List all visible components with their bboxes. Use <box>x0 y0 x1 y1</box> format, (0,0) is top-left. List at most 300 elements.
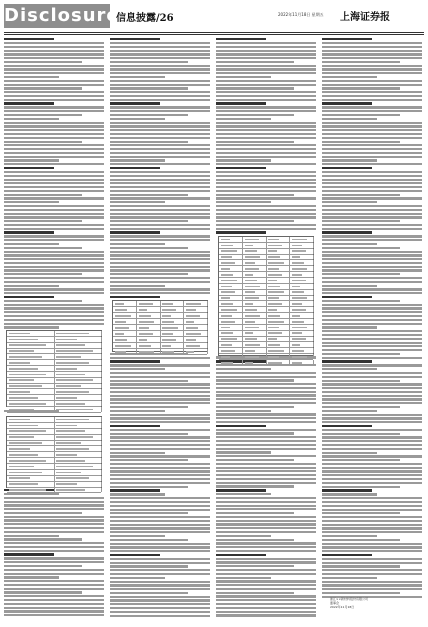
text-line <box>322 42 422 44</box>
text-line <box>322 565 400 567</box>
cell-text <box>56 391 89 393</box>
text-line <box>216 478 316 480</box>
text-line <box>322 46 422 48</box>
text-line <box>322 323 422 325</box>
text-line <box>4 179 104 181</box>
cell-text <box>268 338 277 340</box>
cell-text <box>162 351 174 353</box>
board-name: 董事会 <box>330 601 340 605</box>
cell-text <box>56 425 77 427</box>
cell-text <box>56 339 77 341</box>
text-line <box>322 72 422 74</box>
text-line <box>110 228 210 230</box>
text-line <box>322 91 422 93</box>
cell-text <box>115 327 129 329</box>
cell-text <box>221 256 232 258</box>
text-line <box>4 300 82 302</box>
text-line <box>110 50 210 52</box>
text-line <box>110 152 210 154</box>
text-line <box>110 46 210 48</box>
table-cell <box>137 301 161 306</box>
table-cell <box>243 319 267 324</box>
cell-text <box>221 291 235 293</box>
text-line <box>110 425 160 427</box>
text-line <box>322 216 422 218</box>
text-line <box>322 110 422 112</box>
text-line <box>322 50 422 52</box>
text-line <box>4 501 104 503</box>
text-line <box>110 505 210 507</box>
table-row <box>219 360 313 366</box>
table-cell <box>266 278 290 283</box>
table-cell <box>290 342 314 347</box>
text-line <box>110 114 188 116</box>
cell-text <box>292 262 304 264</box>
text-line <box>110 493 165 495</box>
text-line <box>4 561 104 563</box>
cell-text <box>9 489 46 491</box>
text-line <box>216 463 316 465</box>
text-line <box>322 53 422 55</box>
text-line <box>322 87 400 89</box>
cell-text <box>268 274 282 276</box>
text-line <box>322 144 422 146</box>
text-line <box>110 194 188 196</box>
text-line <box>4 80 104 82</box>
text-line <box>216 137 316 139</box>
cell-text <box>9 460 46 462</box>
text-line <box>322 156 422 158</box>
cell-text <box>56 409 93 411</box>
table-cell <box>137 331 161 336</box>
text-line <box>322 364 422 366</box>
table-cell <box>266 249 290 254</box>
table-cell <box>7 389 55 394</box>
text-line <box>322 338 422 340</box>
text-line <box>322 509 422 511</box>
text-line <box>322 592 400 594</box>
text-line <box>110 402 210 404</box>
text-line <box>216 102 266 104</box>
text-line <box>322 266 422 268</box>
text-line <box>4 144 104 146</box>
text-line <box>110 224 210 226</box>
text-line <box>4 53 104 55</box>
text-line <box>322 588 422 590</box>
table-cell <box>266 260 290 265</box>
cell-text <box>9 350 34 352</box>
text-line <box>216 99 316 101</box>
text-line <box>4 220 82 222</box>
text-line <box>322 205 422 207</box>
column-4-text <box>322 38 422 618</box>
text-line <box>4 216 104 218</box>
table-row <box>7 407 101 413</box>
text-line <box>4 315 104 317</box>
text-line <box>110 562 210 564</box>
text-line <box>110 84 210 86</box>
text-line <box>216 421 316 423</box>
text-line <box>4 114 82 116</box>
cell-text <box>115 345 131 347</box>
text-line <box>322 99 422 101</box>
text-line <box>322 269 422 271</box>
text-line <box>322 129 422 131</box>
text-line <box>322 398 422 400</box>
text-line <box>110 376 210 378</box>
cell-text <box>139 327 150 329</box>
text-line <box>322 243 377 245</box>
text-line <box>322 436 422 438</box>
text-line <box>216 607 316 609</box>
text-line <box>4 557 104 559</box>
text-line <box>322 61 400 63</box>
cell-text <box>221 239 230 241</box>
table-cell <box>266 296 290 301</box>
text-line <box>4 148 104 150</box>
table-cell <box>7 407 55 412</box>
text-line <box>4 538 82 540</box>
table-cell <box>54 452 102 457</box>
cell-text <box>139 315 151 317</box>
table-cell <box>54 372 102 377</box>
text-line <box>216 501 316 503</box>
table-cell <box>219 237 243 242</box>
table-cell <box>290 319 314 324</box>
text-line <box>322 474 422 476</box>
cell-text <box>268 350 284 352</box>
text-line <box>110 102 160 104</box>
cell-text <box>56 460 85 462</box>
table-cell <box>7 395 55 400</box>
text-line <box>110 470 210 472</box>
text-line <box>322 433 400 435</box>
table-cell <box>160 343 184 348</box>
text-line <box>110 372 210 374</box>
table-cell <box>290 360 314 365</box>
text-line <box>216 129 316 131</box>
cell-text <box>9 448 30 450</box>
text-line <box>110 137 210 139</box>
text-line <box>4 129 104 131</box>
text-line <box>322 501 422 503</box>
text-line <box>4 584 104 586</box>
text-line <box>110 72 210 74</box>
text-line <box>110 99 210 101</box>
text-line <box>216 68 316 70</box>
cell-text <box>268 321 284 323</box>
text-line <box>110 159 165 161</box>
text-line <box>322 512 400 514</box>
text-line <box>322 562 422 564</box>
text-line <box>322 102 372 104</box>
table-cell <box>219 307 243 312</box>
text-line <box>110 406 188 408</box>
text-line <box>216 573 316 575</box>
text-line <box>110 163 210 165</box>
table-cell <box>290 325 314 330</box>
text-line <box>110 611 210 613</box>
page-header <box>0 0 428 36</box>
cell-text <box>268 356 279 358</box>
text-line <box>322 463 422 465</box>
cell-text <box>56 454 77 456</box>
text-line <box>4 588 104 590</box>
table-cell <box>266 348 290 353</box>
text-line <box>110 391 210 393</box>
table-cell <box>219 342 243 347</box>
text-line <box>322 220 400 222</box>
text-line <box>216 580 316 582</box>
cell-text <box>9 430 46 432</box>
cell-text <box>186 327 198 329</box>
text-line <box>110 558 210 560</box>
text-line <box>322 38 372 40</box>
table-cell <box>7 349 55 354</box>
text-line <box>110 421 210 423</box>
data-table <box>218 236 314 356</box>
text-line <box>216 611 316 613</box>
cell-text <box>186 333 202 335</box>
text-line <box>322 395 422 397</box>
text-line <box>322 68 422 70</box>
table-cell <box>243 243 267 248</box>
cell-text <box>268 327 279 329</box>
cell-text <box>9 391 30 393</box>
text-line <box>322 152 422 154</box>
table-cell <box>7 435 55 440</box>
cell-text <box>139 321 155 323</box>
table-cell <box>266 307 290 312</box>
text-line <box>110 516 210 518</box>
newspaper-name: 上海证券报 <box>340 12 390 23</box>
text-line <box>322 159 377 161</box>
table-cell <box>290 249 314 254</box>
text-line <box>4 87 82 89</box>
text-line <box>216 569 316 571</box>
text-line <box>110 57 210 59</box>
text-line <box>4 141 82 143</box>
text-line <box>322 482 422 484</box>
text-line <box>110 398 210 400</box>
text-line <box>216 584 316 586</box>
table-cell <box>219 313 243 318</box>
text-line <box>4 307 104 309</box>
text-line <box>322 421 422 423</box>
text-line <box>216 482 316 484</box>
text-line <box>110 38 160 40</box>
text-line <box>322 175 422 177</box>
table-cell <box>54 401 102 406</box>
text-line <box>216 485 294 487</box>
text-line <box>322 133 422 135</box>
table-cell <box>243 342 267 347</box>
table-cell <box>7 360 55 365</box>
text-line <box>4 535 59 537</box>
text-line <box>4 285 59 287</box>
table-cell <box>290 284 314 289</box>
text-line <box>322 258 422 260</box>
text-line <box>216 179 316 181</box>
text-line <box>322 167 372 169</box>
cell-text <box>221 268 230 270</box>
text-line <box>110 148 210 150</box>
text-line <box>110 592 188 594</box>
cell-text <box>56 368 77 370</box>
table-cell <box>290 354 314 359</box>
cell-text <box>115 351 126 353</box>
signature-date: 2022年11月18日 <box>330 605 355 609</box>
table-cell <box>54 482 102 487</box>
text-line <box>216 425 266 427</box>
text-line <box>4 266 104 268</box>
text-line <box>216 87 294 89</box>
cell-text <box>56 333 89 335</box>
table-cell <box>243 255 267 260</box>
cell-text <box>245 327 259 329</box>
text-line <box>322 179 422 181</box>
text-line <box>110 266 210 268</box>
text-line <box>110 167 160 169</box>
cell-text <box>139 303 153 305</box>
cell-text <box>56 442 81 444</box>
cell-text <box>56 448 89 450</box>
text-line <box>322 569 422 571</box>
text-line <box>4 110 104 112</box>
table-cell <box>219 266 243 271</box>
text-line <box>110 171 210 173</box>
text-line <box>110 285 165 287</box>
cell-text <box>292 286 301 288</box>
text-line <box>216 417 316 419</box>
text-line <box>4 156 104 158</box>
table-cell <box>7 366 55 371</box>
cell-text <box>186 339 197 341</box>
cell-text <box>292 327 308 329</box>
text-line <box>4 504 104 506</box>
text-line <box>322 380 400 382</box>
text-line <box>4 296 54 298</box>
cell-text <box>221 350 235 352</box>
text-line <box>322 543 422 545</box>
text-line <box>110 357 210 359</box>
text-line <box>110 607 210 609</box>
cell-text <box>292 256 301 258</box>
text-line <box>216 448 316 450</box>
text-line <box>216 546 316 548</box>
cell-text <box>56 397 77 399</box>
section-title: 信息披露/26 <box>116 13 174 24</box>
text-line <box>4 531 104 533</box>
text-line <box>216 80 316 82</box>
text-line <box>322 262 422 264</box>
table-cell <box>7 343 55 348</box>
table-cell <box>290 307 314 312</box>
table-cell <box>160 313 184 318</box>
cell-text <box>245 250 257 252</box>
text-line <box>110 380 188 382</box>
table-cell <box>266 290 290 295</box>
table-cell <box>184 307 208 312</box>
cell-text <box>139 351 155 353</box>
text-line <box>216 470 316 472</box>
text-line <box>4 542 104 544</box>
cell-text <box>9 419 30 421</box>
text-line <box>110 596 210 598</box>
text-line <box>4 580 104 582</box>
cell-text <box>292 356 308 358</box>
table-cell <box>219 243 243 248</box>
text-line <box>216 61 294 63</box>
text-line <box>322 84 422 86</box>
text-line <box>110 410 165 412</box>
table-cell <box>243 348 267 353</box>
text-line <box>216 402 316 404</box>
text-line <box>110 182 210 184</box>
text-line <box>216 474 316 476</box>
table-cell <box>184 337 208 342</box>
text-line <box>110 501 210 503</box>
text-line <box>216 46 316 48</box>
cell-text <box>56 472 81 474</box>
cell-text <box>268 256 280 258</box>
text-line <box>322 247 400 249</box>
text-line <box>4 573 104 575</box>
cell-text <box>139 339 148 341</box>
cell-text <box>56 403 85 405</box>
cell-text <box>56 379 93 381</box>
table-cell <box>137 325 161 330</box>
text-line <box>4 519 104 521</box>
table-cell <box>7 458 55 463</box>
text-line <box>4 311 104 313</box>
text-line <box>110 125 210 127</box>
table-cell <box>54 366 102 371</box>
table-cell <box>266 331 290 336</box>
cell-text <box>292 338 306 340</box>
text-line <box>216 394 316 396</box>
table-cell <box>113 337 137 342</box>
data-table <box>112 300 208 352</box>
text-line <box>322 584 422 586</box>
text-line <box>4 523 104 525</box>
cell-text <box>268 297 279 299</box>
text-line <box>322 524 422 526</box>
table-cell <box>290 296 314 301</box>
column-3 <box>216 38 316 621</box>
table-cell <box>243 278 267 283</box>
cell-text <box>9 368 38 370</box>
text-line <box>4 68 104 70</box>
cell-text <box>221 286 232 288</box>
text-line <box>216 410 271 412</box>
cell-text <box>245 321 256 323</box>
text-line <box>110 497 210 499</box>
table-cell <box>113 331 137 336</box>
cell-text <box>268 286 280 288</box>
text-line <box>216 114 294 116</box>
text-line <box>4 323 104 325</box>
text-line <box>4 550 104 552</box>
cell-text <box>115 315 131 317</box>
cell-text <box>139 333 153 335</box>
text-line <box>4 231 54 233</box>
text-line <box>216 595 316 597</box>
text-line <box>322 57 422 59</box>
table-cell <box>290 260 314 265</box>
text-line <box>322 391 422 393</box>
text-line <box>216 376 316 378</box>
